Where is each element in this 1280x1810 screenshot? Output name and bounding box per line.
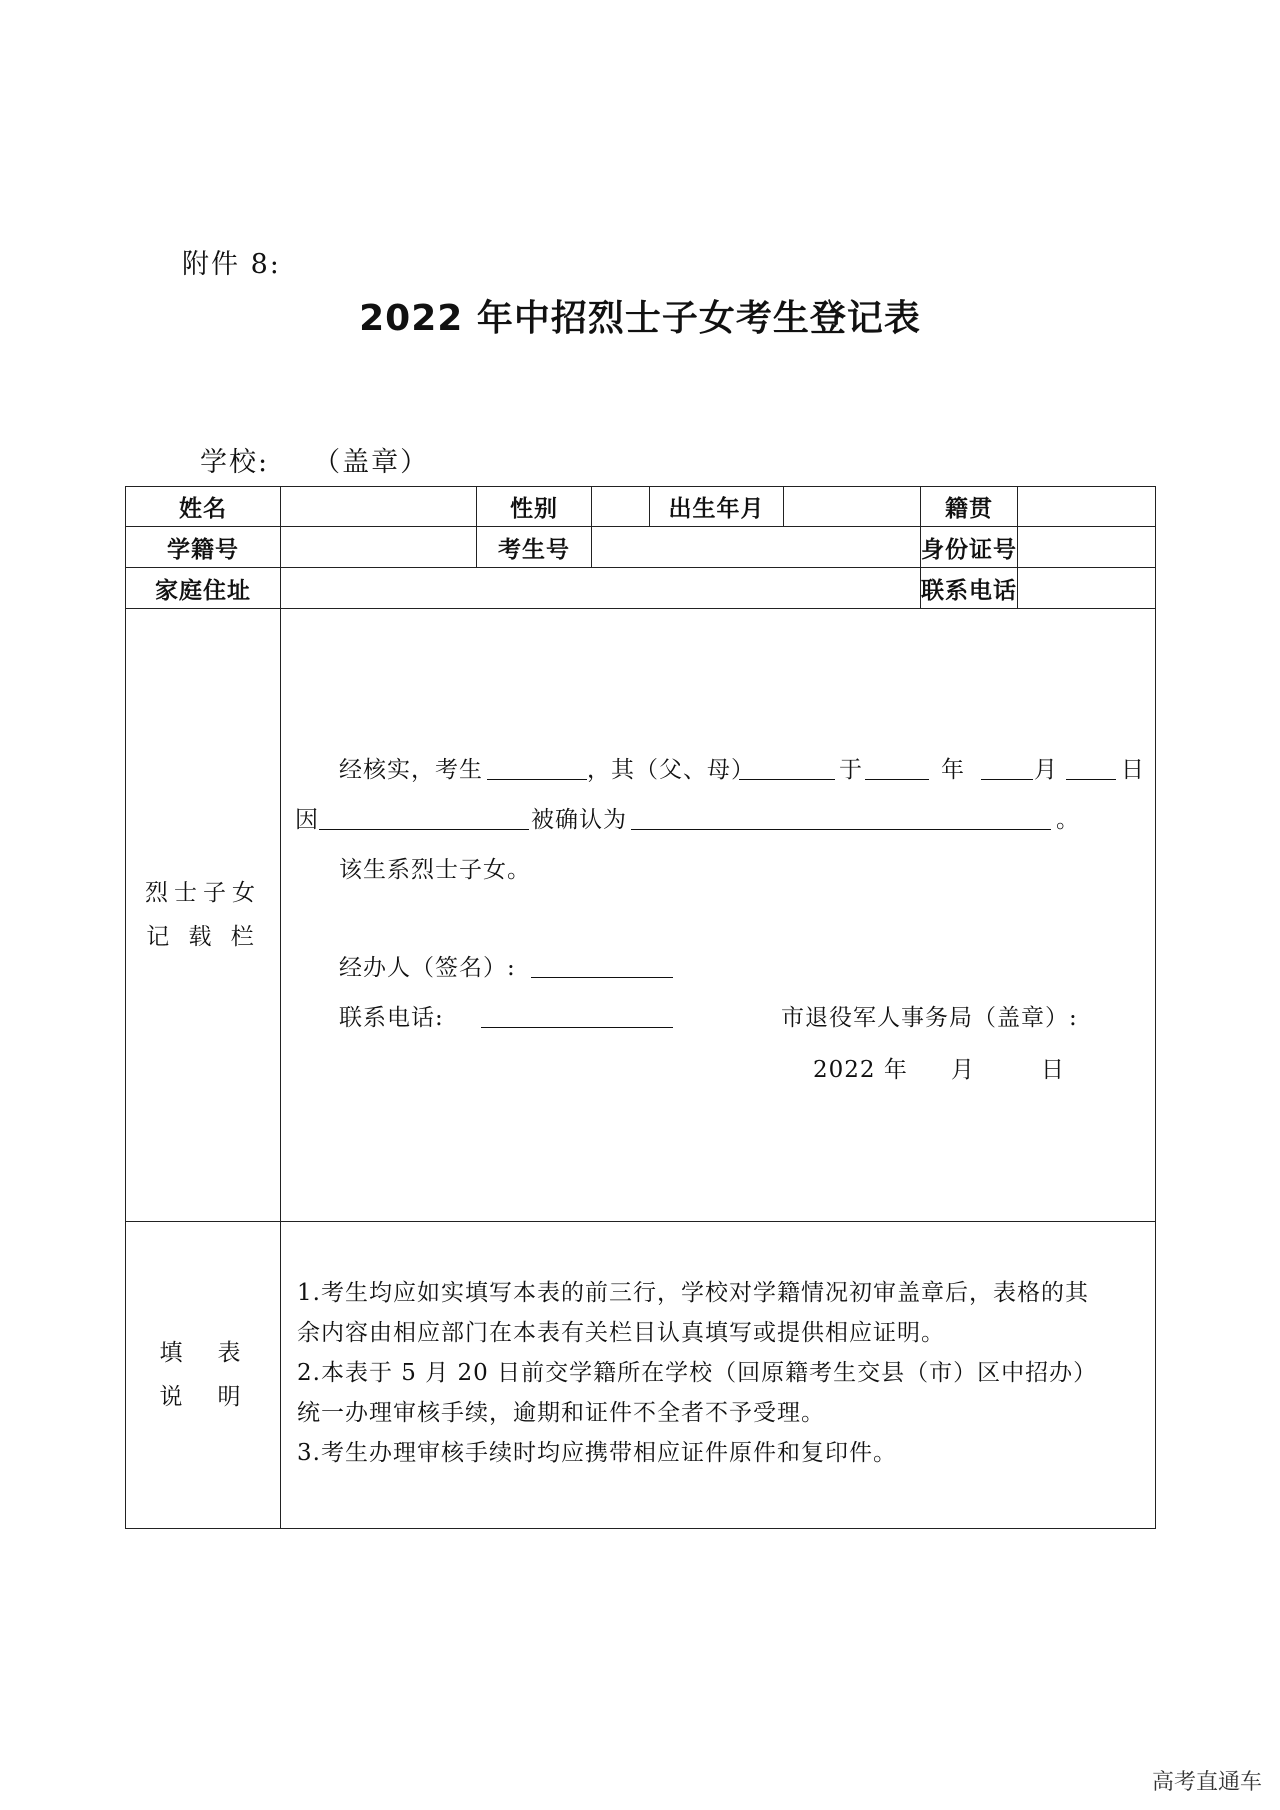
date-day: 日 (1041, 1057, 1065, 1083)
row-address (126, 568, 1156, 609)
date-month: 月 (951, 1057, 975, 1083)
day-blank[interactable] (1066, 779, 1116, 780)
notes-cell (281, 1222, 1156, 1529)
id-card-value-field[interactable] (1018, 527, 1156, 568)
note-line-3: 2.本表于 5 月 20 日前交学籍所在学校（回原籍考生交县（市）区中招办） (297, 1360, 1098, 1386)
status-blank[interactable] (631, 829, 1051, 830)
record-line3: 该生系烈士子女。 (339, 857, 531, 883)
record-line1-e: 月 (1034, 757, 1058, 783)
exam-no-label: 考生号 (477, 527, 592, 568)
name-value-field[interactable] (281, 487, 477, 527)
record-line1-f: 日 (1121, 757, 1145, 783)
record-line1-b: ，其（父、母） (587, 757, 755, 783)
handler-label: 经办人（签名）: (339, 955, 516, 981)
record-line2-a: 因 (295, 807, 319, 833)
birth-value-field[interactable] (784, 487, 921, 527)
form-title: 2022 年中招烈士子女考生登记表 (359, 298, 921, 339)
phone-label: 联系电话 (921, 568, 1018, 609)
student-id-label: 学籍号 (126, 527, 281, 568)
id-card-label: 身份证号 (921, 527, 1018, 568)
registration-table (125, 486, 1156, 1529)
row-record (126, 609, 1156, 1222)
notes-side-label (126, 1222, 281, 1529)
reason-blank[interactable] (319, 829, 529, 830)
note-line-1: 1.考生均应如实填写本表的前三行，学校对学籍情况初审盖章后，表格的其 (297, 1280, 1089, 1306)
contact-phone-blank[interactable] (481, 1027, 673, 1028)
native-place-label: 籍贯 (921, 487, 1018, 527)
contact-label: 联系电话: (339, 1005, 444, 1031)
date-year: 2022 年 (813, 1057, 908, 1083)
note-line-2: 余内容由相应部门在本表有关栏目认真填写或提供相应证明。 (297, 1320, 945, 1346)
month-blank[interactable] (981, 779, 1033, 780)
record-side-label-2: 记 载 栏 (146, 924, 260, 950)
note-line-4: 统一办理审核手续，逾期和证件不全者不予受理。 (297, 1400, 825, 1426)
native-place-value-field[interactable] (1018, 487, 1156, 527)
record-line2-b: 被确认为 (531, 807, 627, 833)
record-line2-c: 。 (1056, 807, 1080, 833)
notes-side-label-1: 填 表 (159, 1340, 247, 1366)
notes-side-label-2: 说 明 (159, 1384, 247, 1410)
student-id-value-field[interactable] (281, 527, 477, 568)
record-line1-c: 于 (839, 757, 863, 783)
attachment-label: 附件 8: (182, 249, 281, 280)
school-label: 学校: (200, 447, 270, 478)
record-side-label (126, 609, 281, 1222)
parent-name-blank[interactable] (739, 779, 835, 780)
row-notes (126, 1222, 1156, 1529)
examinee-name-blank[interactable] (487, 779, 587, 780)
address-label: 家庭住址 (126, 568, 281, 609)
year-blank[interactable] (865, 779, 929, 780)
record-side-label-1: 烈士子女 (145, 880, 261, 906)
gender-label: 性别 (477, 487, 592, 527)
handler-signature-blank[interactable] (531, 977, 673, 978)
record-line1-a: 经核实，考生 (339, 757, 483, 783)
name-label: 姓名 (126, 487, 281, 527)
note-line-5: 3.考生办理审核手续时均应携带相应证件原件和复印件。 (297, 1440, 897, 1466)
bureau-seal-label: 市退役军人事务局（盖章）: (781, 1005, 1078, 1031)
record-line1-d: 年 (941, 757, 965, 783)
school-line (200, 440, 429, 479)
watermark: 高考直通车 (1151, 1770, 1262, 1795)
row-name (126, 487, 1156, 527)
phone-value-field[interactable] (1018, 568, 1156, 609)
gender-value-field[interactable] (592, 487, 650, 527)
record-cell (281, 609, 1156, 1222)
birth-label: 出生年月 (650, 487, 784, 527)
row-student (126, 527, 1156, 568)
school-seal-note: （盖章） (313, 447, 430, 478)
address-value-field[interactable] (281, 568, 921, 609)
exam-no-value-field[interactable] (592, 527, 921, 568)
